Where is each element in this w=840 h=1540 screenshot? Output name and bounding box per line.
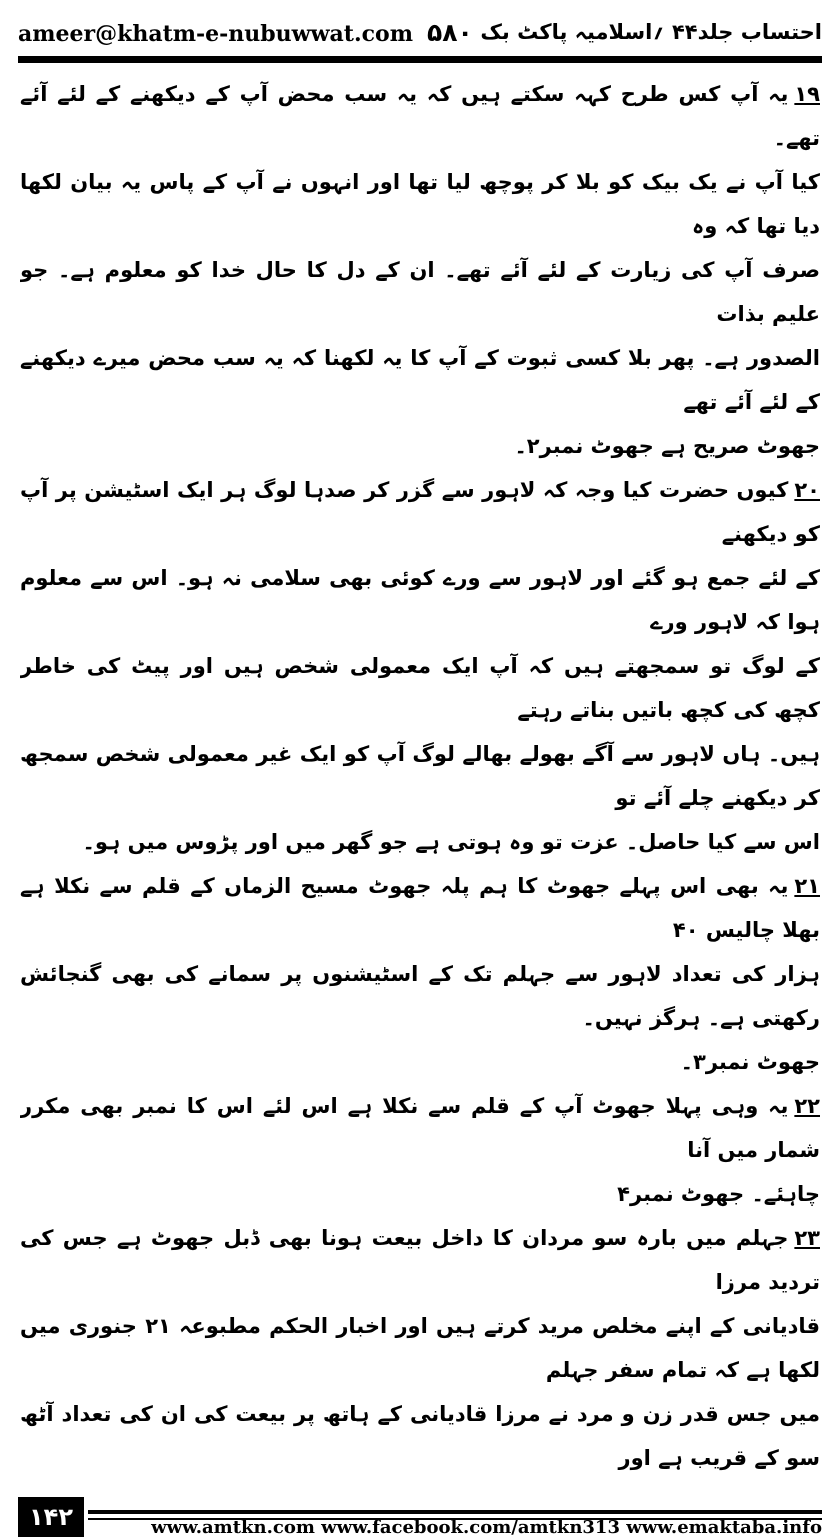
text-line	[20, 1216, 820, 1304]
text-line	[20, 556, 820, 644]
paragraph	[20, 1084, 820, 1216]
body-text	[20, 72, 820, 1482]
line-text: کے لوگ تو سمجھتے ہیں کہ آپ ایک معمولی شخص ہیں اور پیٹ کی خاطر کچھ کی کچھ باتیں بناتے رہتے	[20, 654, 820, 722]
line-text: کیوں حضرت کیا وجہ کہ لاہور سے گزر کر صدہا لوگ ہر ایک اسٹیشن پر آپ کو دیکھنے	[20, 478, 820, 546]
line-text: چاہئے۔ جھوٹ نمبر۴	[617, 1182, 820, 1206]
paragraph-number: ۱۹	[794, 82, 820, 106]
page-header	[18, 14, 822, 50]
paragraph-number: ۲۱	[794, 874, 820, 898]
text-line	[20, 1040, 820, 1084]
line-text: جھوٹ صریح ہے جھوٹ نمبر۲۔	[514, 434, 820, 458]
paragraph	[20, 1216, 820, 1482]
line-text: قادیانی کے اپنے مخلص مرید کرتے ہیں اور اخبار الحکم مطبوعہ ۲۱ جنوری میں لکھا ہے کہ تمام سفر جہلم	[20, 1314, 820, 1382]
line-text: میں جس قدر زن و مرد نے مرزا قادیانی کے ہاتھ پر بیعت کی ان کی تعداد آٹھ سو کے قریب ہے اور	[20, 1402, 820, 1470]
header-left	[18, 18, 473, 47]
footer-page-number: ۱۴۲	[18, 1497, 84, 1537]
text-line	[20, 424, 820, 468]
paragraph	[20, 468, 820, 864]
header-page-number: ۵۸۰	[426, 17, 473, 47]
text-line	[20, 1172, 820, 1216]
text-line	[20, 72, 820, 160]
line-text: ہزار کی تعداد لاہور سے جہلم تک کے اسٹیشنوں پر سمانے کی بھی گنجائش رکھتی ہے۔ ہرگز نہیں۔	[20, 962, 820, 1030]
paragraph-number: ۲۲	[794, 1094, 820, 1118]
line-text: صرف آپ کی زیارت کے لئے آئے تھے۔ ان کے دل کا حال خدا کو معلوم ہے۔ جو علیم بذات	[20, 258, 820, 326]
text-line	[20, 1084, 820, 1172]
footer-links: www.amtkn.com www.facebook.com/amtkn313 www.emaktaba.info	[151, 1517, 822, 1538]
text-line	[20, 732, 820, 820]
footer-rule	[88, 1510, 822, 1514]
text-line	[20, 468, 820, 556]
line-text: ہیں۔ ہاں لاہور سے آگے بھولے بھالے لوگ آپ کو ایک غیر معمولی شخص سمجھ کر دیکھنے چلے آئے تو	[20, 742, 820, 810]
line-text: یہ وہی پہلا جھوٹ آپ کے قلم سے نکلا ہے اس لئے اس کا نمبر بھی مکرر شمار میں آنا	[20, 1094, 820, 1162]
line-text: الصدور ہے۔ پھر بلا کسی ثبوت کے آپ کا یہ لکھنا کہ یہ سب محض میرے دیکھنے کے لئے آئے تھے	[20, 346, 820, 414]
text-line	[20, 336, 820, 424]
text-line	[20, 1392, 820, 1480]
paragraph-number: ۲۰	[794, 478, 820, 502]
text-line	[20, 820, 820, 864]
text-line	[20, 864, 820, 952]
paragraph	[20, 864, 820, 1084]
text-line	[20, 248, 820, 336]
line-text: اس سے کیا حاصل۔ عزت تو وہ ہوتی ہے جو گھر میں اور پڑوس میں ہو۔	[82, 830, 820, 854]
header-email: ameer@khatm-e-nubuwwat.com	[18, 20, 413, 47]
text-line	[20, 1480, 820, 1482]
header-rule	[18, 56, 822, 63]
header-book-title: احتساب جلد۴۴ ؍اسلامیہ پاکٹ بک	[480, 20, 822, 44]
line-text: کے لئے جمع ہو گئے اور لاہور سے ورے کوئی بھی سلامی نہ ہو۔ اس سے معلوم ہوا کہ لاہور ورے	[20, 566, 820, 634]
line-text: یہ بھی اس پہلے جھوٹ کا ہم پلہ جھوٹ مسیح الزماں کے قلم سے نکلا ہے بھلا چالیس ۴۰	[20, 874, 820, 942]
paragraph-number: ۲۳	[794, 1226, 820, 1250]
line-text: کیا آپ نے یک بیک کو بلا کر پوچھ لیا تھا اور انہوں نے آپ کے پاس یہ بیان لکھا دیا تھا کہ وہ	[20, 170, 820, 238]
text-line	[20, 952, 820, 1040]
line-text: جہلم میں بارہ سو مردان کا داخل بیعت ہونا بھی ڈبل جھوٹ ہے جس کی تردید مرزا	[20, 1226, 820, 1294]
text-line	[20, 160, 820, 248]
line-text: یہ آپ کس طرح کہہ سکتے ہیں کہ یہ سب محض آپ کے دیکھنے کے لئے آئے تھے۔	[20, 82, 820, 150]
line-text: جھوٹ نمبر۳۔	[680, 1050, 820, 1074]
text-line	[20, 644, 820, 732]
paragraph	[20, 72, 820, 468]
text-line	[20, 1304, 820, 1392]
page-footer	[0, 1493, 840, 1540]
